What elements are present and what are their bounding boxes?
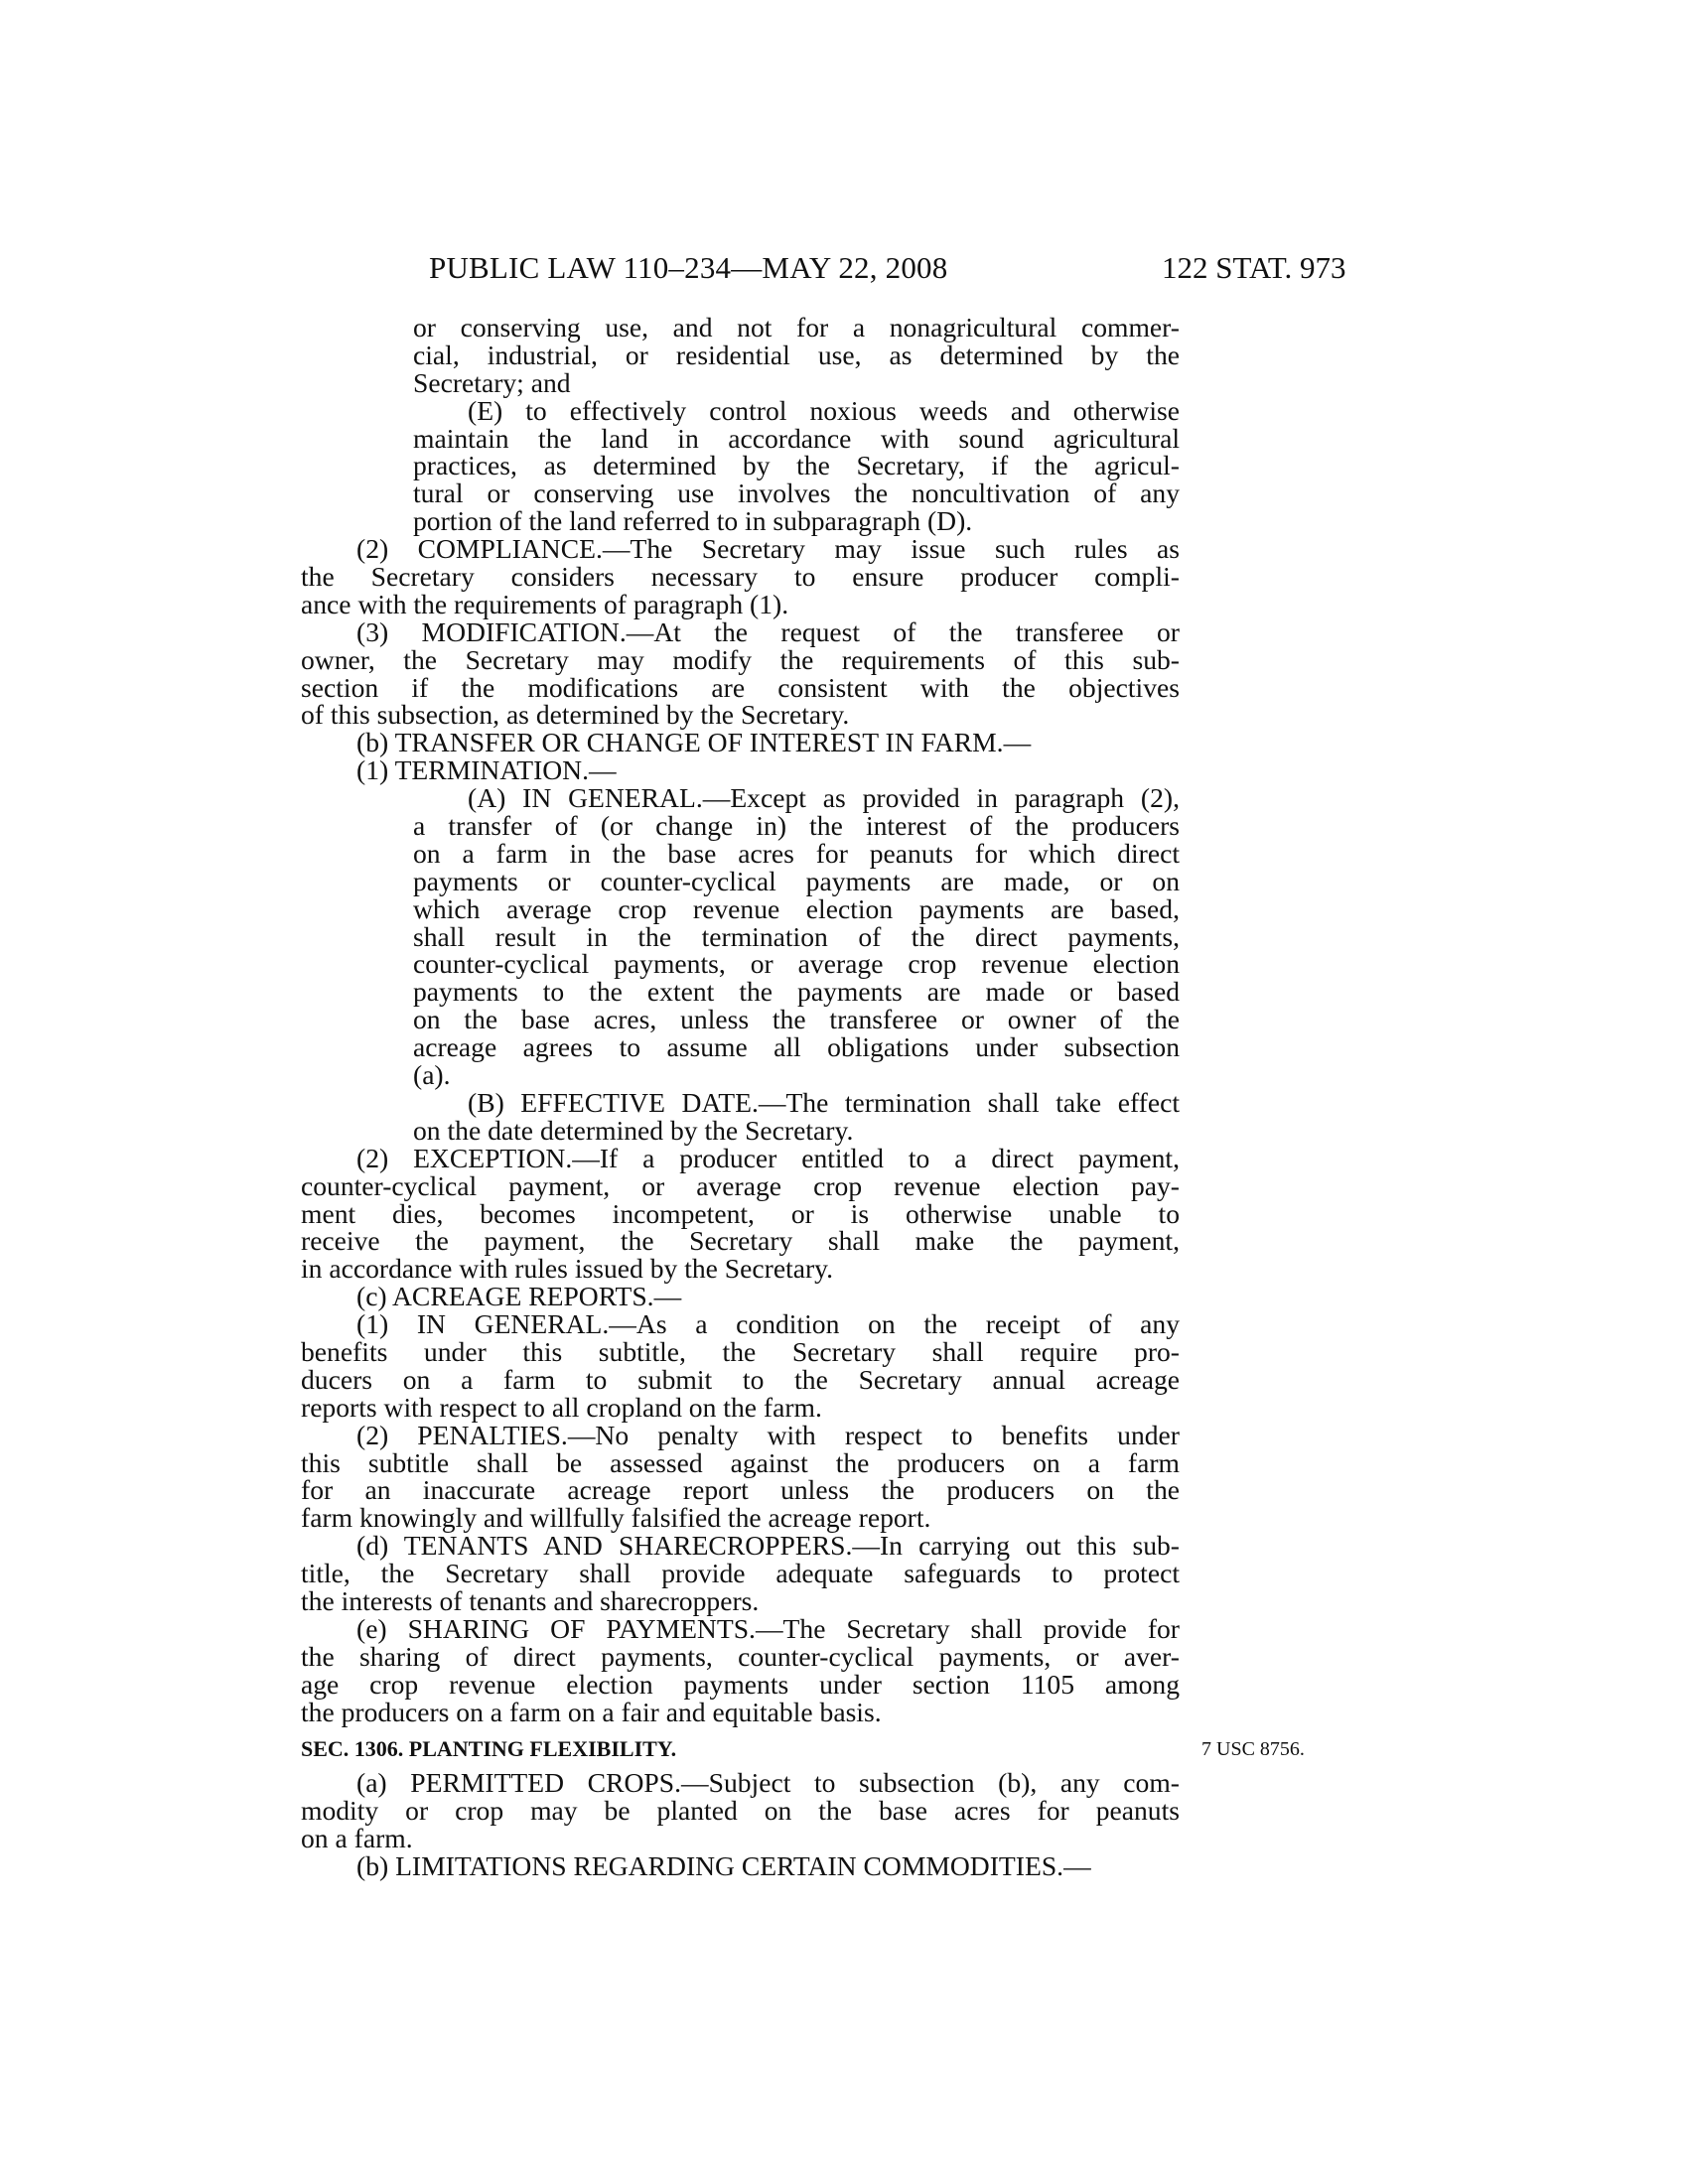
text-line: the sharing of direct payments, counter-cyclical payments, or aver- bbox=[301, 1640, 1180, 1672]
text-line: owner, the Secretary may modify the requirements of this sub- bbox=[301, 643, 1180, 675]
text-line: payments or counter-cyclical payments are made, or on bbox=[413, 865, 1180, 896]
text-line: Secretary; and bbox=[413, 366, 571, 398]
text-line: shall result in the termination of the direct payments, bbox=[413, 920, 1180, 952]
text-line: ance with the requirements of paragraph (1). bbox=[301, 588, 789, 619]
text-line: (B) EFFECTIVE DATE.—The termination shall take effect bbox=[468, 1086, 1180, 1118]
text-line: age crop revenue election payments under section 1105 among bbox=[301, 1668, 1180, 1700]
text-line: practices, as determined by the Secretary, if the agricul- bbox=[413, 450, 1180, 481]
text-line: portion of the land referred to in subparagraph (D). bbox=[413, 505, 973, 537]
text-line: cial, industrial, or residential use, as determined by the bbox=[413, 339, 1180, 370]
text-line: (c) ACREAGE REPORTS.— bbox=[356, 1281, 682, 1312]
text-line: this subtitle shall be assessed against the producers on a farm bbox=[301, 1446, 1180, 1478]
text-line: title, the Secretary shall provide adequate safeguards to protect bbox=[301, 1558, 1180, 1589]
text-line: (a). bbox=[413, 1059, 451, 1091]
text-line: receive the payment, the Secretary shall make the payment, bbox=[301, 1225, 1180, 1257]
text-line: of this subsection, as determined by the Secretary. bbox=[301, 699, 850, 731]
text-line: (a) PERMITTED CROPS.—Subject to subsection (b), any com- bbox=[356, 1767, 1180, 1798]
text-line: ducers on a farm to submit to the Secretary annual acreage bbox=[301, 1363, 1180, 1395]
section-heading: SEC. 1306. PLANTING FLEXIBILITY. bbox=[301, 1736, 677, 1761]
text-line: (2) COMPLIANCE.—The Secretary may issue such rules as bbox=[356, 533, 1180, 565]
text-line: payments to the extent the payments are made or based bbox=[413, 976, 1180, 1008]
text-line: or conserving use, and not for a nonagricultural commer- bbox=[413, 312, 1180, 342]
text-line: (b) LIMITATIONS REGARDING CERTAIN COMMODITIES.— bbox=[356, 1849, 1091, 1881]
text-line: section if the modifications are consistent with the objectives bbox=[301, 671, 1180, 703]
text-line: (E) to effectively control noxious weeds and otherwise bbox=[468, 394, 1180, 426]
text-line: modity or crop may be planted on the base acres for peanuts bbox=[301, 1794, 1180, 1826]
text-line: (d) TENANTS AND SHARECROPPERS.—In carrying out this sub- bbox=[356, 1530, 1180, 1562]
text-line: counter-cyclical payments, or average crop revenue election bbox=[413, 948, 1180, 980]
text-line: the producers on a farm on a fair and equitable basis. bbox=[301, 1696, 882, 1727]
usc-margin-note: 7 USC 8756. bbox=[1201, 1738, 1305, 1760]
text-line: benefits under this subtitle, the Secretary shall require pro- bbox=[301, 1335, 1180, 1367]
text-line: in accordance with rules issued by the Secretary. bbox=[301, 1253, 834, 1285]
text-line: (A) IN GENERAL.—Except as provided in paragraph (2), bbox=[468, 782, 1180, 814]
text-line: counter-cyclical payment, or average crop revenue election pay- bbox=[301, 1169, 1180, 1201]
text-line: on a farm in the base acres for peanuts for which direct bbox=[413, 837, 1180, 869]
text-line: (3) MODIFICATION.—At the request of the transferee or bbox=[356, 615, 1180, 647]
text-line: (1) IN GENERAL.—As a condition on the receipt of any bbox=[356, 1308, 1180, 1340]
text-line: (2) EXCEPTION.—If a producer entitled to a direct payment, bbox=[356, 1142, 1180, 1173]
text-line: the Secretary considers necessary to ensure producer compli- bbox=[301, 561, 1180, 593]
text-line: on the date determined by the Secretary. bbox=[413, 1114, 854, 1146]
text-line: tural or conserving use involves the noncultivation of any bbox=[413, 478, 1180, 509]
text-line: maintain the land in accordance with sound agricultural bbox=[413, 422, 1180, 454]
text-line: farm knowingly and willfully falsified the acreage report. bbox=[301, 1502, 931, 1534]
text-line: (1) TERMINATION.— bbox=[356, 754, 617, 786]
text-line: ment dies, becomes incompetent, or is otherwise unable to bbox=[301, 1197, 1180, 1229]
text-line: a transfer of (or change in) the interest of the producers bbox=[413, 810, 1180, 842]
text-line: which average crop revenue election payments are based, bbox=[413, 892, 1180, 924]
text-line: on the base acres, unless the transferee or owner of the bbox=[413, 1004, 1180, 1035]
running-header-title: PUBLIC LAW 110–234—MAY 22, 2008 bbox=[429, 250, 948, 285]
text-line: acreage agrees to assume all obligations under subsection bbox=[413, 1031, 1180, 1063]
text-line: (2) PENALTIES.—No penalty with respect to benefits under bbox=[356, 1419, 1180, 1450]
text-line: (e) SHARING OF PAYMENTS.—The Secretary shall provide for bbox=[356, 1612, 1180, 1644]
body-text bbox=[301, 314, 1180, 1725]
body-text-continued bbox=[301, 1769, 1180, 1880]
statute-page-number: 122 STAT. 973 bbox=[1162, 250, 1346, 285]
text-line: (b) TRANSFER OR CHANGE OF INTEREST IN FARM.— bbox=[356, 727, 1032, 758]
text-line: the interests of tenants and sharecroppers. bbox=[301, 1584, 760, 1616]
text-line: on a farm. bbox=[301, 1822, 413, 1853]
text-line: reports with respect to all cropland on the farm. bbox=[301, 1391, 822, 1423]
text-line: for an inaccurate acreage report unless the producers on the bbox=[301, 1474, 1180, 1506]
